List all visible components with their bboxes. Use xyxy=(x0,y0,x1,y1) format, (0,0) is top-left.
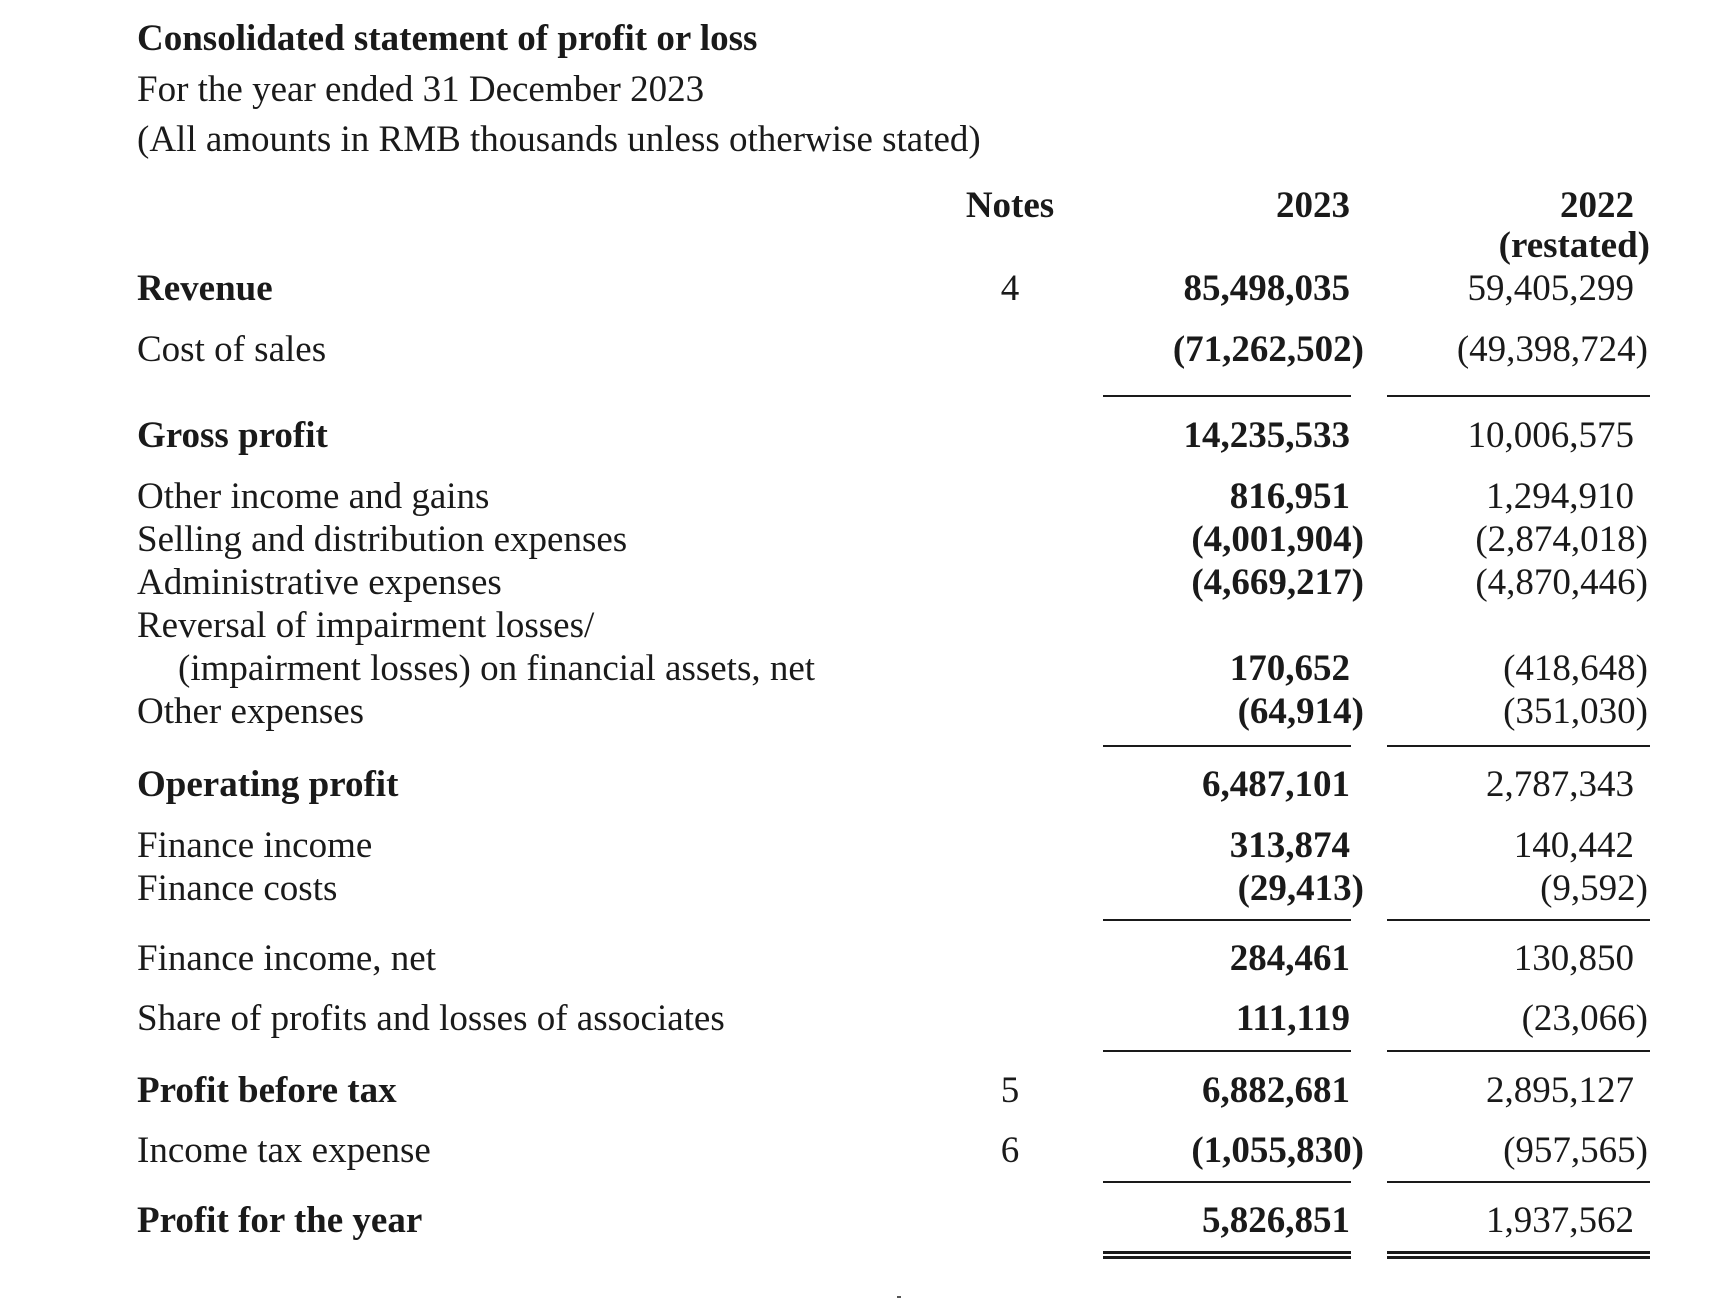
subtotal-rule xyxy=(1103,745,1351,747)
table-row-impairment xyxy=(0,649,1730,689)
row-label: Finance costs xyxy=(137,868,338,909)
table-row-other-income xyxy=(0,477,1730,517)
stray-mark xyxy=(897,1296,901,1298)
value-2023: 816,951 xyxy=(1229,476,1350,517)
value-2022: 2,895,127 xyxy=(1486,1070,1634,1111)
value-2023: 6,882,681 xyxy=(1202,1070,1350,1111)
table-row-finance-income xyxy=(0,826,1730,866)
value-2022: (418,648) xyxy=(1503,648,1648,689)
value-2023: 111,119 xyxy=(1235,998,1350,1039)
table-row-admin-expenses xyxy=(0,563,1730,603)
value-2023: 313,874 xyxy=(1229,825,1350,866)
row-note: 6 xyxy=(1000,1130,1020,1171)
value-2023: (64,914) xyxy=(1237,691,1364,732)
value-2022: 130,850 xyxy=(1513,938,1634,979)
value-2022: (2,874,018) xyxy=(1475,519,1648,560)
row-label: Profit for the year xyxy=(137,1200,423,1241)
value-2023: 170,652 xyxy=(1229,648,1350,689)
value-2023: (1,055,830) xyxy=(1191,1130,1364,1171)
value-2022: (957,565) xyxy=(1503,1130,1648,1171)
row-label: (impairment losses) on financial assets, net xyxy=(178,648,816,689)
value-2023: 6,487,101 xyxy=(1202,764,1350,805)
column-header-restated: (restated) xyxy=(1498,225,1650,266)
row-label: Income tax expense xyxy=(137,1130,431,1171)
column-header-2022: 2022 xyxy=(1560,185,1634,226)
table-row-share-of-associates xyxy=(0,999,1730,1039)
value-2023: (4,669,217) xyxy=(1191,562,1364,603)
row-label: Selling and distribution expenses xyxy=(137,519,628,560)
table-row-other-expenses xyxy=(0,692,1730,732)
statement-period: For the year ended 31 December 2023 xyxy=(137,69,705,110)
value-2022: (351,030) xyxy=(1503,691,1648,732)
row-label: Finance income, net xyxy=(137,938,436,979)
value-2022: (9,592) xyxy=(1540,868,1648,909)
value-2023: (4,001,904) xyxy=(1191,519,1364,560)
value-2022: 10,006,575 xyxy=(1467,415,1634,456)
subtotal-rule xyxy=(1387,919,1650,921)
value-2023: 284,461 xyxy=(1229,938,1350,979)
row-note: 4 xyxy=(1000,268,1020,309)
table-row-income-tax xyxy=(0,1131,1730,1171)
column-header-notes: Notes xyxy=(965,185,1055,226)
value-2023: (29,413) xyxy=(1237,868,1364,909)
row-label: Administrative expenses xyxy=(137,562,502,603)
total-double-rule xyxy=(1103,1251,1351,1259)
value-2022: 59,405,299 xyxy=(1467,268,1634,309)
row-label: Cost of sales xyxy=(137,329,327,370)
value-2022: 140,442 xyxy=(1513,825,1634,866)
table-row-profit-for-year xyxy=(0,1201,1730,1241)
row-label: Other income and gains xyxy=(137,476,490,517)
subtotal-rule xyxy=(1103,919,1351,921)
row-label: Other expenses xyxy=(137,691,365,732)
row-label: Finance income xyxy=(137,825,373,866)
subtotal-rule xyxy=(1103,1050,1351,1052)
value-2022: 1,294,910 xyxy=(1486,476,1634,517)
value-2022: (49,398,724) xyxy=(1456,329,1648,370)
subtotal-rule xyxy=(1387,745,1650,747)
value-2023: (71,262,502) xyxy=(1172,329,1364,370)
value-2023: 5,826,851 xyxy=(1202,1200,1350,1241)
statement-title: Consolidated statement of profit or loss xyxy=(137,18,758,59)
subtotal-rule xyxy=(1103,1181,1351,1183)
row-label: Gross profit xyxy=(137,415,328,456)
column-header-2023: 2023 xyxy=(1276,185,1350,226)
value-2022: 2,787,343 xyxy=(1486,764,1634,805)
value-2022: 1,937,562 xyxy=(1486,1200,1634,1241)
row-note: 5 xyxy=(1000,1070,1020,1111)
table-row-selling-expenses xyxy=(0,520,1730,560)
subtotal-rule xyxy=(1103,395,1351,397)
table-row-revenue xyxy=(0,269,1730,309)
value-2023: 14,235,533 xyxy=(1183,415,1350,456)
table-row-cost-of-sales xyxy=(0,330,1730,370)
table-row-operating-profit xyxy=(0,765,1730,805)
row-label: Reversal of impairment losses/ xyxy=(137,605,595,646)
table-row-gross-profit xyxy=(0,416,1730,456)
table-row-impairment-label xyxy=(0,606,1730,646)
table-row-finance-costs xyxy=(0,869,1730,909)
total-double-rule xyxy=(1387,1251,1650,1259)
amounts-note: (All amounts in RMB thousands unless otherwise stated) xyxy=(137,119,981,160)
table-row-profit-before-tax xyxy=(0,1071,1730,1111)
row-label: Revenue xyxy=(137,268,273,309)
row-label: Operating profit xyxy=(137,764,399,805)
row-label: Profit before tax xyxy=(137,1070,397,1111)
table-row-finance-income-net xyxy=(0,939,1730,979)
subtotal-rule xyxy=(1387,1050,1650,1052)
row-label: Share of profits and losses of associates xyxy=(137,998,725,1039)
subtotal-rule xyxy=(1387,395,1650,397)
subtotal-rule xyxy=(1387,1181,1650,1183)
value-2023: 85,498,035 xyxy=(1183,268,1350,309)
value-2022: (4,870,446) xyxy=(1475,562,1648,603)
value-2022: (23,066) xyxy=(1521,998,1648,1039)
